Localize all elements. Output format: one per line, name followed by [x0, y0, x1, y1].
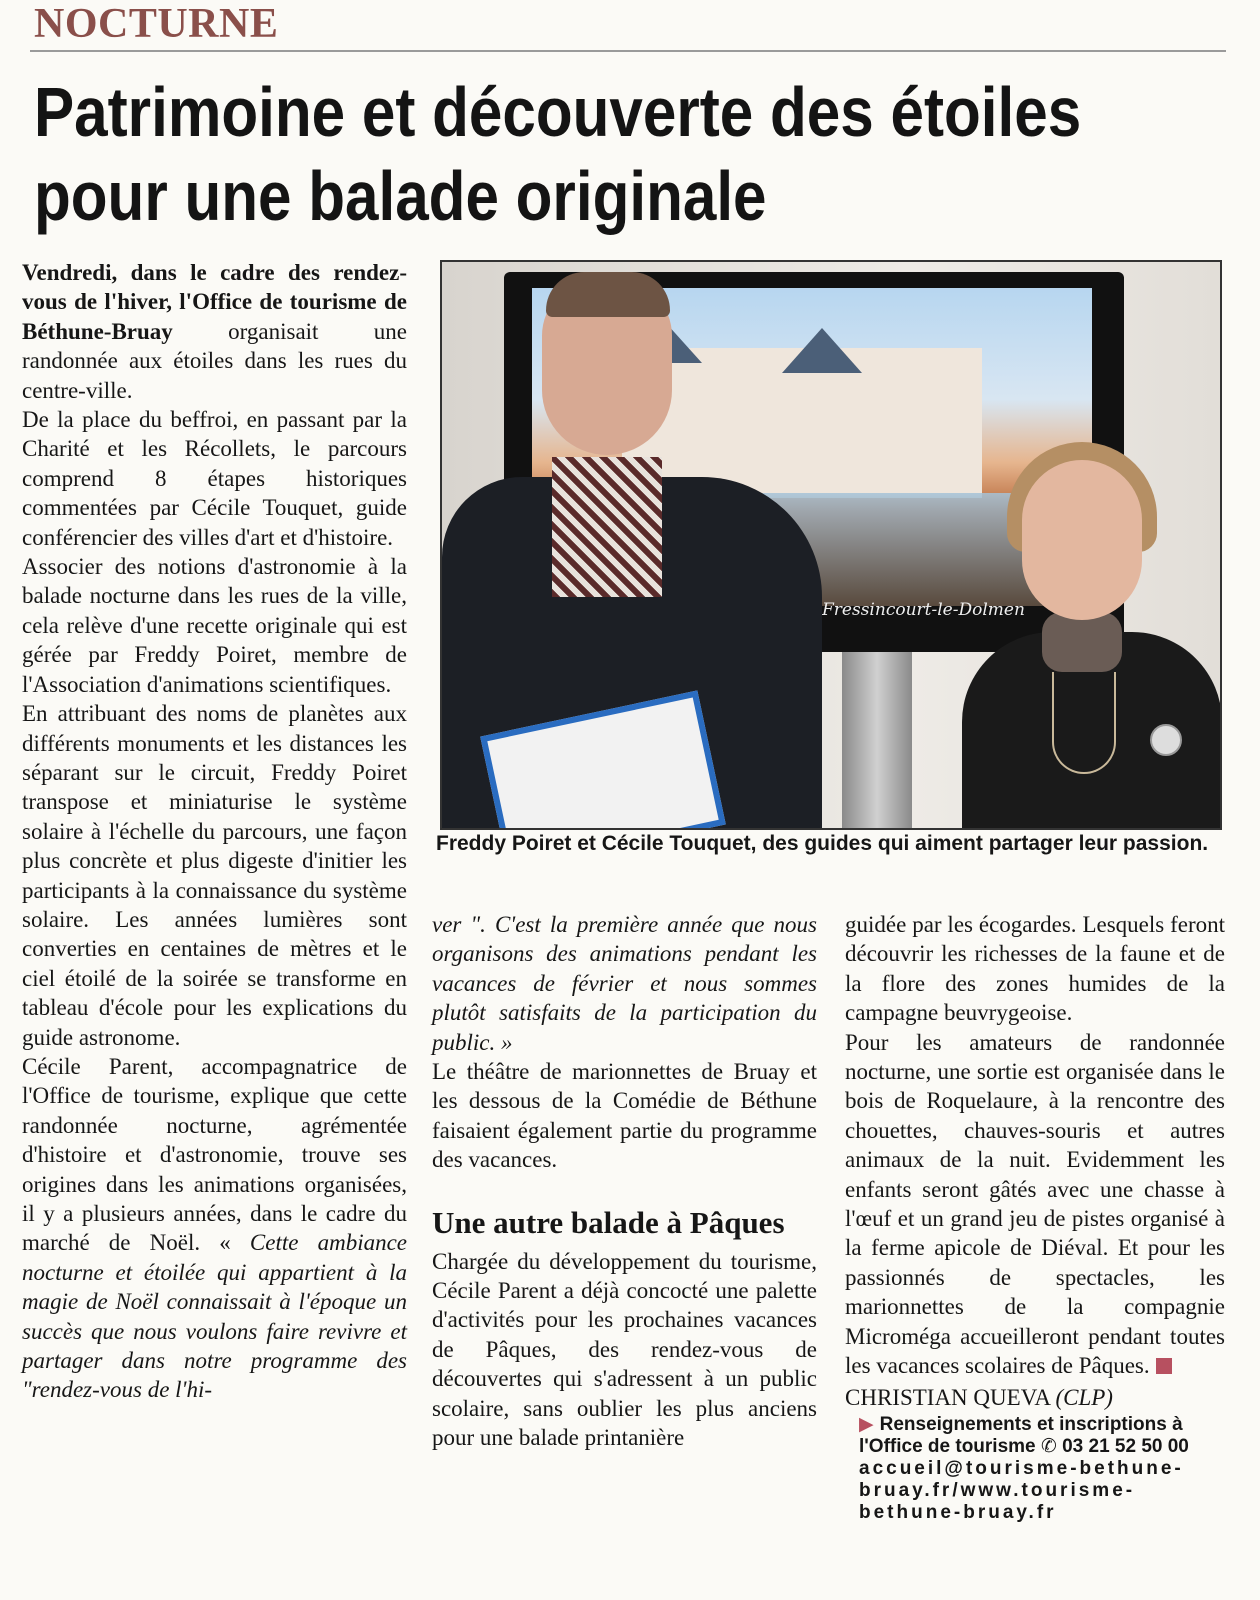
- author-tag: (CLP): [1055, 1384, 1113, 1410]
- photo-tv-stand: [842, 652, 912, 830]
- lead-rest: organisait une randonnée aux étoiles dans les rues du centre-ville.: [22, 318, 407, 403]
- paragraph: [22, 1052, 407, 1405]
- headline: [34, 70, 1082, 238]
- end-mark-icon: [1156, 1358, 1172, 1374]
- paragraph: Le théâtre de marionnettes de Bruay et les dessous de la Comédie de Béthune faisaient également partie du programme des vacances.: [432, 1059, 817, 1173]
- article-column-3: [845, 910, 1225, 1524]
- section-rubric: NOCTURNE: [34, 1, 279, 47]
- photo-badge: [1150, 724, 1182, 756]
- article-photo: [440, 260, 1222, 830]
- photo-castle-roof: [782, 328, 862, 373]
- lead-paragraph: [22, 258, 407, 405]
- paragraph: [845, 1028, 1225, 1381]
- paragraph: Chargée du développement du tourisme, Cécile Parent a déjà concocté une palette d'activités pour les prochaines vacances de Pâques, des rendez-vous de découvertes qui s'adressent à un public scolaire, sans oublier les plus anciens pour une balade printanière: [432, 1248, 817, 1451]
- arrow-right-icon: ▶: [859, 1413, 874, 1435]
- lead-bold: Vendredi, dans le cadre des rendez-vous de l'hiver, l'Office de tourisme de Béthune-Bruay: [22, 260, 407, 344]
- photo-man-hair: [546, 272, 670, 317]
- tv-caption: Fressincourt-le-Dolmen: [822, 600, 1025, 620]
- photo-woman-head: [1022, 460, 1142, 620]
- top-rule: [30, 50, 1226, 52]
- paragraph: guidée par les écogardes. Lesquels feront découvrir les richesses de la faune et de la flore des zones humides de la campagne beuvrygeoise.: [845, 912, 1225, 1026]
- quote-text: Cette ambiance nocturne et étoilée qui appartient à la magie de Noël connaissait à l'époque un succès que nous voulons faire revivre et partager dans notre programme des "rendez-vous de l'hi-: [22, 1230, 407, 1403]
- paragraph: En attribuant des noms de planètes aux différents monuments et les distances les séparant sur le circuit, Freddy Poiret transpose et miniaturise le système solaire à l'échelle du parcours, une façon plus concrète et plus digeste d'initier les participants à la connaissance du système solaire. Les années lumières sont converties en centaines de mètres et le ciel étoilé de la soirée se transforme en tableau d'école pour les explications du guide astronome.: [22, 701, 407, 1050]
- paragraph: Associer des notions d'astronomie à la balade nocturne dans les rues de la ville, cela relève d'une recette originale qui est gérée par Freddy Poiret, membre de l'Association d'animations scientifiques.: [22, 554, 407, 697]
- photo-necklace: [1052, 672, 1116, 774]
- paragraph-text: Cécile Parent, accompagnatrice de l'Office de tourisme, explique que cette randonnée nocturne, agrémentée d'histoire et d'astronomie, trouve ses origines dans les animations organisées, il y a plusieurs années, dans le cadre du marché de Noël. «: [22, 1053, 407, 1256]
- article-column-1: [22, 258, 407, 1405]
- photo-man-shirt: [552, 457, 662, 597]
- paragraph-text: Pour les amateurs de randonnée nocturne, une sortie est organisée dans le bois de Roquelaure, à la rencontre des chouettes, chauves-souris et autres animaux de la nuit. Evidemment les enfants seront gâtés avec une chasse à l'œuf et un grand jeu de pistes organisé à la ferme apicole de Diéval. Et pour les passionnés de spectacles, les marionnettes de la compagnie Microméga accueilleront pendant toutes les vacances scolaires de Pâques.: [845, 1029, 1225, 1379]
- headline-line-2: pour une balade originale: [34, 157, 767, 235]
- headline-line-1: Patrimoine et découverte des étoiles: [34, 73, 1082, 151]
- article-column-2: [432, 910, 817, 1453]
- paragraph: De la place du beffroi, en passant par la Charité et les Récollets, le parcours comprend 8 étapes historiques commentées par Cécile Touquet, guide conférencier des villes d'art et d'histoire.: [22, 407, 407, 550]
- info-line-1: Renseignements et inscriptions à l'Office de tourisme ✆ 03 21 52 50 00: [859, 1413, 1189, 1457]
- photo-woman-neck: [1042, 612, 1122, 672]
- info-box: [845, 1414, 1225, 1524]
- author-byline: [845, 1383, 1225, 1412]
- photo-caption: Freddy Poiret et Cécile Touquet, des guides qui aiment partager leur passion.: [436, 832, 1209, 855]
- quote-continuation: ver ". C'est la première année que nous organisons des animations pendant les vacances de février et nous sommes plutôt satisfaits de la participation du public. »: [432, 912, 817, 1055]
- author-name: CHRISTIAN QUEVA: [845, 1384, 1050, 1410]
- subheading: Une autre balade à Pâques: [432, 1204, 785, 1240]
- info-line-2: accueil@tourisme-bethune-bruay.fr/www.tourisme-bethune-bruay.fr: [859, 1457, 1184, 1523]
